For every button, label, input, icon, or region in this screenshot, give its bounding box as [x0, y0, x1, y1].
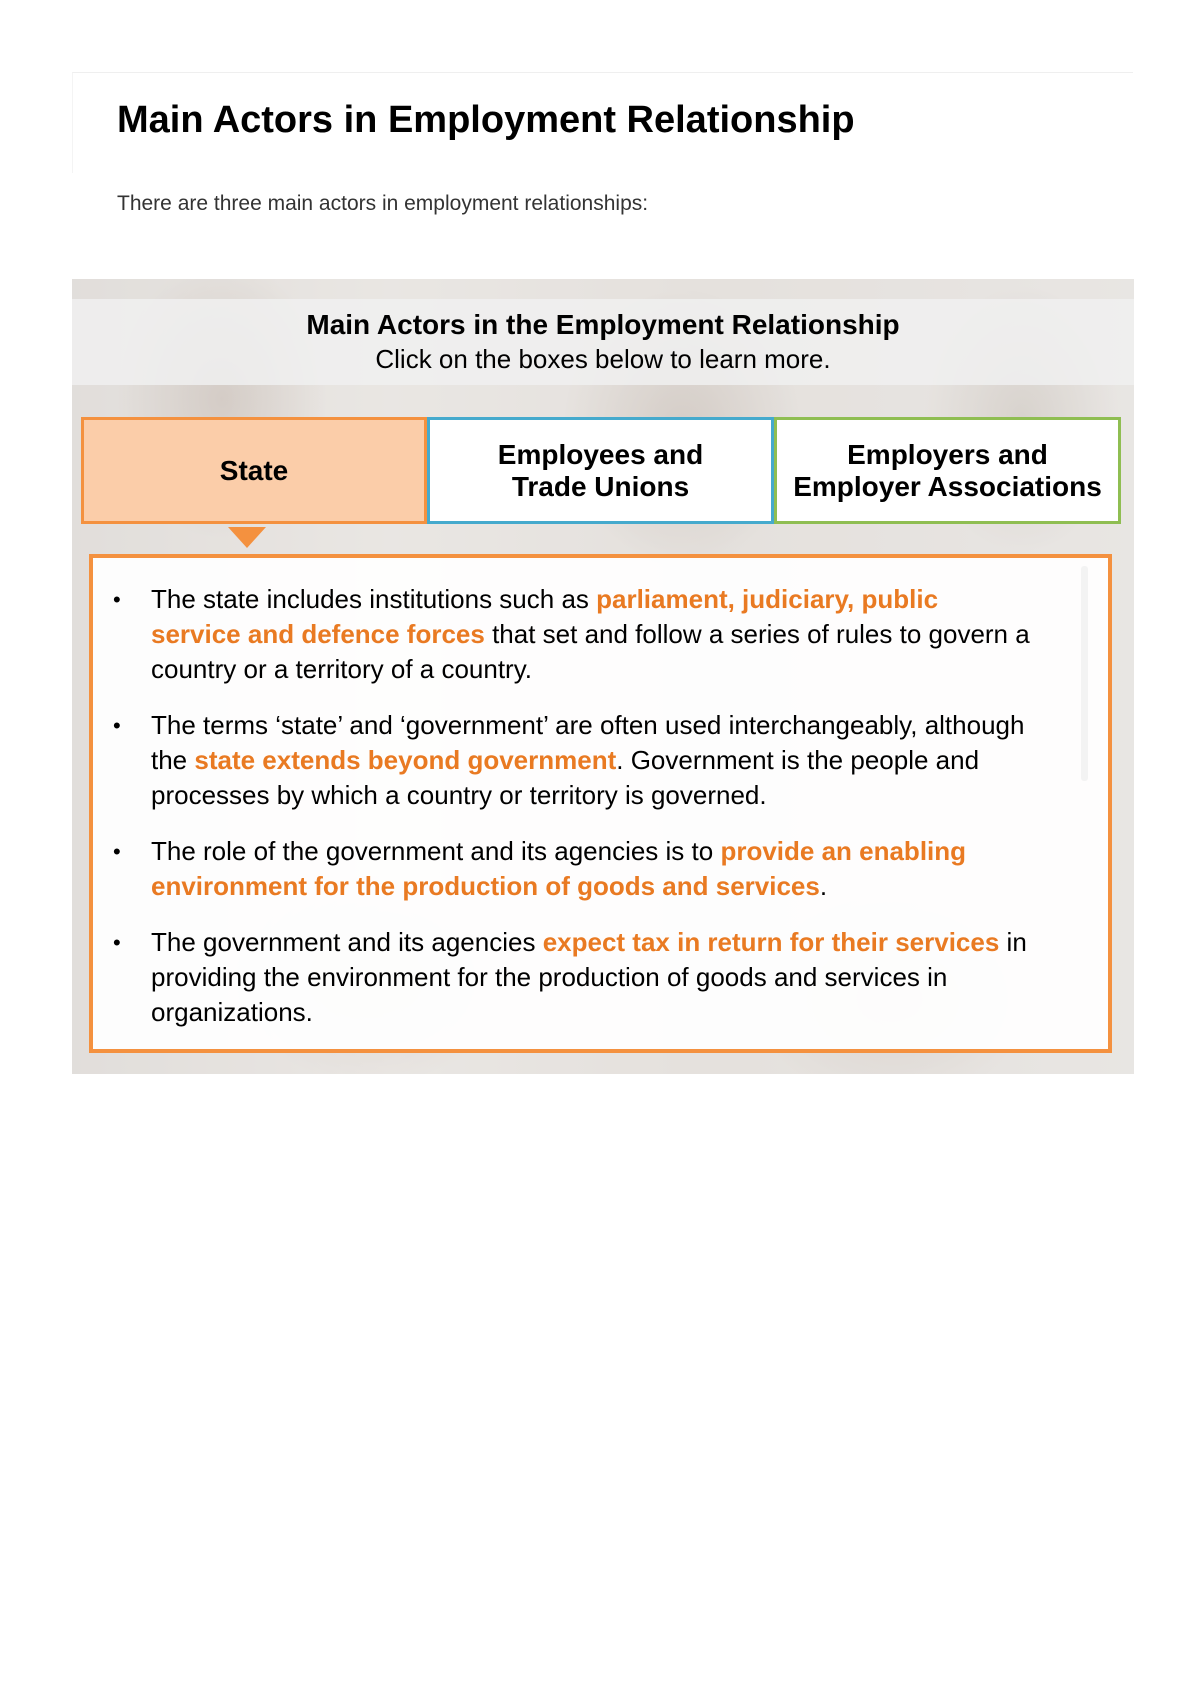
- bullet-text: The state includes institutions such as parliament, judiciary, public service and defence forces that set and follow a series of rules to govern a country or a territory of a country.: [151, 584, 1030, 684]
- tab-state[interactable]: [81, 417, 427, 524]
- list-item: [113, 708, 1031, 813]
- bullet-icon: •: [113, 930, 121, 955]
- widget-instruction: Click on the boxes below to learn more.: [375, 344, 831, 374]
- widget-banner: [72, 299, 1134, 385]
- actors-widget: [72, 279, 1134, 1074]
- actor-tabs: [81, 417, 1124, 524]
- tab-employers-associations[interactable]: [774, 417, 1121, 524]
- bullet-text: The role of the government and its agencies is to provide an enabling environment for the production of goods and services.: [151, 836, 967, 901]
- tab-employers-label-line2: Employer Associations: [793, 470, 1102, 502]
- bullet-text: The government and its agencies expect tax in return for their services in providing the environment for the production of goods and services in organizations.: [151, 927, 1027, 1027]
- intro-text: There are three main actors in employment relationships:: [117, 192, 649, 215]
- page-title: Main Actors in Employment Relationship: [117, 99, 855, 141]
- tab-employees-label-line1: Employees and: [497, 438, 704, 470]
- content-bullet-list: [93, 558, 1108, 1030]
- tab-employees-label: [498, 439, 703, 503]
- tab-state-label: State: [219, 454, 289, 486]
- bullet-icon: •: [113, 839, 121, 864]
- tab-employers-label-line1: Employers and: [847, 438, 1048, 470]
- bullet-icon: •: [113, 587, 121, 612]
- bullet-text: The terms ‘state’ and ‘government’ are often used interchangeably, although the state extends beyond government. Government is the people and processes by which a country or territory is governed.: [151, 710, 1025, 810]
- tab-employers-label: [793, 439, 1102, 503]
- list-item: [113, 834, 1031, 904]
- list-item: [113, 582, 1031, 687]
- selected-tab-pointer: [228, 527, 266, 548]
- bullet-icon: •: [113, 713, 121, 738]
- content-scrollbar[interactable]: [1081, 566, 1088, 781]
- widget-heading: Main Actors in the Employment Relationship: [306, 309, 900, 340]
- tab-content-panel: [89, 554, 1112, 1053]
- tab-employees-label-line2: Trade Unions: [511, 470, 690, 502]
- tab-employees-trade-unions[interactable]: [427, 417, 774, 524]
- list-item: [113, 925, 1031, 1030]
